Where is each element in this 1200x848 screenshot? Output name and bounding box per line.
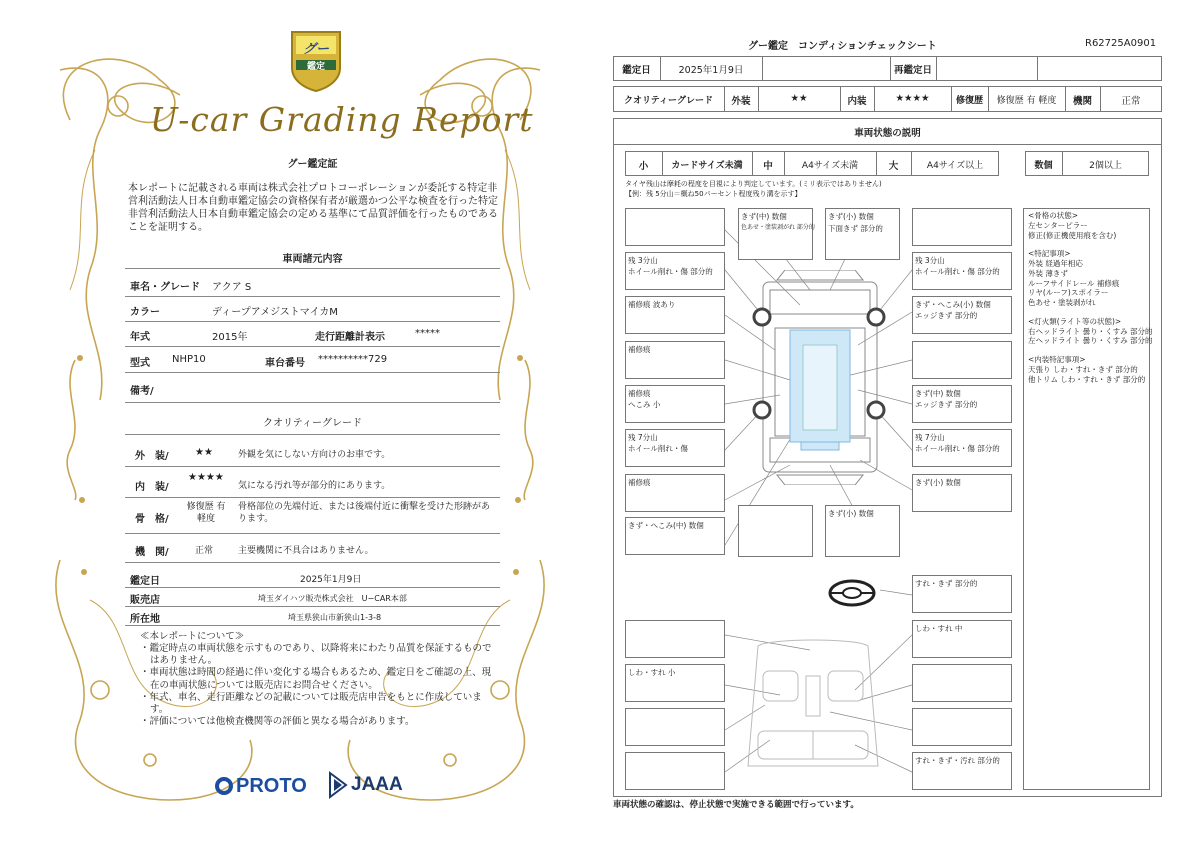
- callout-text: 補修痕 波あり: [628, 300, 676, 309]
- callout-box: [625, 620, 725, 658]
- intro-paragraph: 本レポートに記載される車両は株式会社プロトコーポレーションが委託する特定非営利活動法人日本自動車鑑定協会の資格保有者が厳選かつ公平な検査を行った特定非営利活動法人日本自動車鑑定協会の定める基準にて品質評価を行ったものであることを証明する。: [128, 183, 498, 233]
- grade-heading: クオリティーグレード: [263, 418, 362, 429]
- side-note-line: 外装 薄きず: [1028, 268, 1068, 278]
- ext-label: 外装: [731, 96, 751, 107]
- callout-text: 残 7分山: [915, 433, 945, 442]
- info-address-label: 所在地: [130, 614, 160, 625]
- info-date-value: 2025年1月9日: [300, 575, 362, 585]
- engine-value: 正常: [1121, 96, 1141, 107]
- legend-count: 数個: [1034, 161, 1053, 171]
- legend-large: 大: [888, 161, 899, 172]
- side-note-line: [1028, 308, 1148, 317]
- repair-label: 修復歴: [955, 96, 983, 106]
- callout-box: [625, 208, 725, 246]
- grade-int-value: ★★★★: [188, 472, 224, 483]
- side-note-line: 外装 経過年相応: [1028, 259, 1083, 268]
- grade-ext-desc: 外観を気にしない方向けのお車です。: [238, 450, 391, 460]
- grade-frame-value: 修復歴 有 軽度: [186, 502, 226, 524]
- callout-text: きず(中) 数個: [741, 212, 787, 221]
- callout-text: すれ・きず 部分的: [915, 579, 978, 588]
- car-exterior-diagram: [755, 270, 885, 485]
- grade-frame-label: 骨 格/: [135, 514, 169, 525]
- callout-box: [912, 708, 1012, 746]
- callout-text: 補修痕: [628, 345, 651, 354]
- grade-int-desc: 気になる汚れ等が部分的にあります。: [238, 481, 391, 491]
- callout-text: 補修痕: [628, 478, 651, 487]
- jaaa-logo: JAAA: [328, 770, 403, 800]
- spec-mileage-value: *****: [415, 328, 440, 339]
- tire-note: タイヤ残山は摩耗の程度を目視により判定しています。(ミリ表示ではありません): [625, 180, 882, 188]
- legend-small-desc: カードサイズ未満: [671, 161, 743, 171]
- badge-word: 鑑定: [306, 62, 325, 72]
- callout-text: きず(中) 数個: [915, 389, 961, 398]
- callout-text: へこみ 小: [628, 400, 661, 409]
- side-note-line: ルーフサイドレール 補修痕: [1028, 278, 1120, 288]
- sheet-footer-note: 車両状態の確認は、停止状態で実施できる範囲で行っています。: [613, 800, 859, 810]
- steering-wheel-icon: [827, 578, 877, 608]
- spec-model-label: 型式: [130, 358, 150, 369]
- callout-text: 残 3分山: [915, 256, 945, 265]
- callout-box: [912, 208, 1012, 246]
- spec-name-label: 車名・グレード: [130, 282, 200, 293]
- qg-label: クオリティーグレード: [623, 96, 714, 106]
- sheet-code: R62725A0901: [1085, 38, 1157, 49]
- spec-color-value: ディープアメジストマイカM: [212, 307, 338, 318]
- callout-text: 補修痕: [628, 389, 651, 398]
- grade-frame-desc: 骨格部位の先端付近、または後端付近に衝撃を受けた形跡があります。: [238, 502, 491, 524]
- side-notes: [1028, 211, 1153, 384]
- callout-box: [912, 664, 1012, 702]
- note-item: ・鑑定時点の車両状態を示すものであり、以降将来にわたり品質を保証するものではありません。: [140, 643, 492, 667]
- side-note-line: 左センターピラー: [1028, 220, 1088, 230]
- int-label: 内装: [847, 96, 867, 107]
- spec-mileage-label: 走行距離計表示: [315, 332, 385, 343]
- date-value: 2025年1月9日: [678, 65, 744, 76]
- grade-engine-label: 機 関/: [135, 547, 169, 558]
- callout-box: [625, 752, 725, 790]
- spec-year-value: 2015年: [212, 332, 248, 343]
- legend-large-desc: A4サイズ以上: [926, 161, 984, 171]
- info-address-value: 埼玉県狭山市新狭山1-3-8: [288, 613, 382, 622]
- spec-year-label: 年式: [130, 332, 150, 343]
- callout-text: すれ・きず・汚れ 部分的: [915, 756, 1000, 765]
- condition-heading: 車両状態の説明: [854, 128, 921, 139]
- side-note-line: [1028, 346, 1148, 355]
- grade-engine-value: 正常: [195, 546, 214, 556]
- notes-heading: ≪本レポートについて≫: [140, 631, 245, 642]
- callout-text: 下面きず 部分的: [828, 224, 883, 233]
- spec-remarks-label: 備考/: [130, 386, 154, 397]
- repair-value: 修復歴 有 軽度: [996, 96, 1057, 106]
- callout-box: [738, 505, 813, 557]
- spec-name-value: アクア S: [212, 282, 252, 293]
- wheel-front-right-icon: [866, 307, 886, 327]
- grade-int-label: 内 装/: [135, 482, 169, 493]
- grade-ext-label: 外 装/: [135, 451, 169, 462]
- car-interior-diagram: [738, 636, 888, 776]
- side-note-line: 右ヘッドライト 曇り・くすみ 部分的: [1028, 326, 1153, 336]
- callout-text: 残 3分山: [628, 256, 658, 265]
- callout-text: しわ・すれ 中: [915, 624, 963, 633]
- legend-small: 小: [638, 161, 649, 172]
- proto-logo: PROTO: [215, 773, 307, 799]
- callout-box: [625, 708, 725, 746]
- callout-text: きず(小) 数個: [828, 212, 874, 221]
- info-dealer-label: 販売店: [130, 595, 160, 606]
- callout-text: ホイール削れ・傷 部分的: [915, 267, 1000, 276]
- side-note-line: <灯火類(ライト等の状態)>: [1028, 316, 1122, 326]
- spec-color-label: カラー: [130, 307, 160, 318]
- ext-value: ★★: [790, 93, 808, 104]
- cert-heading: グー鑑定証: [287, 159, 338, 170]
- callout-text: きず・へこみ(中) 数個: [628, 521, 704, 530]
- callout-text: きず・へこみ(小) 数個: [915, 300, 991, 309]
- badge-logo-text: グー: [302, 42, 329, 57]
- grade-ext-value: ★★: [195, 447, 213, 458]
- spec-heading: 車両諸元内容: [282, 254, 343, 265]
- side-note-line: 色あせ・塗装剥がれ: [1028, 298, 1096, 307]
- tire-note-example: 【例：残 5分山＝概ね50パーセント程度残り溝を示す】: [625, 190, 802, 198]
- date-label: 鑑定日: [622, 65, 651, 76]
- legend-count-desc: 2個以上: [1089, 161, 1122, 171]
- callout-text: 残 7分山: [628, 433, 658, 442]
- wheel-rear-left-icon: [752, 400, 772, 420]
- callout-text: 色あせ・塗装剥がれ 部分的: [741, 224, 815, 231]
- callout-text: エッジきず 部分的: [915, 311, 978, 320]
- wheel-front-left-icon: [752, 307, 772, 327]
- info-dealer-value: 埼玉ダイハツ販売株式会社 U−CAR本部: [258, 594, 407, 603]
- callout-text: きず(小) 数個: [915, 478, 961, 487]
- note-item: ・車両状態は時間の経過に伴い変化する場合もあるため、鑑定日をご確認の上、現在の車両状態については販売店にお問合せください。: [140, 667, 492, 691]
- side-note-line: 修正(修正機使用痕を含む): [1028, 230, 1117, 240]
- callout-text: ホイール削れ・傷: [628, 444, 688, 453]
- legend-medium: 中: [763, 161, 773, 172]
- grade-engine-desc: 主要機関に不具合はありません。: [238, 546, 374, 556]
- spec-chassis-label: 車台番号: [265, 358, 305, 369]
- note-item: ・評価については他検査機関等の評価と異なる場合があります。: [140, 716, 415, 728]
- side-note-line: リヤ(ルーフ)スポイラー: [1028, 288, 1109, 298]
- redate-label: 再鑑定日: [893, 65, 932, 76]
- report-title: U-car Grading Report: [150, 100, 534, 139]
- engine-label: 機関: [1072, 96, 1092, 107]
- info-date-label: 鑑定日: [130, 576, 160, 587]
- note-item: ・年式、車名、走行距離などの記載については販売店申告をもとに作成しています。: [140, 691, 482, 715]
- side-note-line: 天張り しわ・すれ・きず 部分的: [1028, 364, 1138, 374]
- int-value: ★★★★: [895, 93, 930, 104]
- side-note-line: [1028, 240, 1148, 249]
- callout-text: ホイール削れ・傷 部分的: [628, 267, 713, 276]
- wheel-rear-right-icon: [866, 400, 886, 420]
- side-note-line: 左ヘッドライト 曇り・くすみ 部分的: [1028, 336, 1153, 346]
- side-note-line: <骨格の状態>: [1028, 211, 1079, 220]
- callout-text: ホイール削れ・傷 部分的: [915, 444, 1000, 453]
- side-note-line: <内装特記事項>: [1028, 355, 1086, 364]
- spec-model-value: NHP10: [172, 354, 206, 365]
- callout-text: きず(小) 数個: [828, 509, 874, 518]
- callout-text: エッジきず 部分的: [915, 400, 978, 409]
- callout-text: しわ・すれ 小: [628, 668, 676, 677]
- legend-medium-desc: A4サイズ未満: [801, 161, 859, 171]
- sheet-title: グー鑑定 コンディションチェックシート: [748, 41, 937, 52]
- side-note-line: 他トリム しわ・すれ・きず 部分的: [1028, 374, 1146, 384]
- spec-chassis-value: **********729: [318, 354, 388, 365]
- callout-box: [912, 341, 1012, 379]
- side-note-line: <特記事項>: [1028, 249, 1071, 259]
